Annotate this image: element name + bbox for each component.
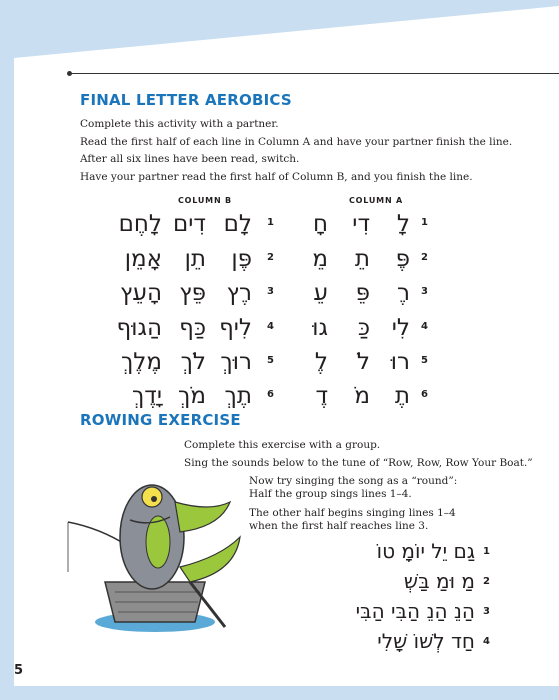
row-number: 4	[421, 321, 428, 332]
hebrew-syllable: לָם	[223, 211, 252, 237]
instruction-line-4: Have your partner read the first half of Column B, and you finish the line.	[80, 171, 473, 183]
hebrew-syllable: מֹךְ	[178, 383, 206, 409]
hebrew-syllable: דִים	[173, 211, 206, 237]
column-b-header: COLUMN B	[178, 196, 232, 205]
hebrew-line-text: גַם יֵל יוֹמָ טוֹ	[376, 539, 475, 563]
instruction-line-2: Read the first half of each line in Column A and have your partner finish the line.	[80, 136, 513, 148]
instruction-line-1: Complete this activity with a partner.	[80, 118, 279, 130]
hebrew-syllable: רֶץ	[226, 280, 252, 306]
rowing-line	[340, 627, 490, 655]
hebrew-syllable: חָ	[312, 211, 328, 237]
hebrew-syllable: תֵן	[184, 246, 206, 272]
hebrew-syllable: רֶ	[397, 280, 410, 306]
row-number: 1	[267, 217, 274, 228]
round-instruction-2: Half the group sings lines 1–4.	[249, 488, 412, 500]
hebrew-syllable: מֶלֶךְ	[120, 349, 162, 375]
hebrew-syllable: כַּ	[357, 315, 370, 341]
column-a-header: COLUMN A	[349, 196, 404, 205]
line-number: 2	[483, 576, 490, 587]
column-b-row	[118, 381, 274, 411]
column-a-row	[300, 244, 428, 274]
hebrew-syllable: תֶךְ	[224, 383, 252, 409]
column-a-row	[300, 381, 428, 411]
hebrew-line-text: חַד לְשׁוֹ שָׁלִי	[377, 629, 475, 653]
column-b-row	[118, 347, 274, 377]
line-number: 4	[483, 636, 490, 647]
rowing-line	[340, 597, 490, 625]
round-instruction-1: Now try singing the song as a “round”:	[249, 475, 458, 487]
hebrew-syllable: לִי	[391, 315, 410, 341]
fish-fin-icon	[175, 502, 230, 532]
hebrew-syllable: פֶּן	[231, 246, 252, 272]
row-number: 1	[421, 217, 428, 228]
round-instruction-3: The other half begins singing lines 1–4	[249, 507, 456, 519]
rowing-instruction-2: Sing the sounds below to the tune of “Row, Row, Row Your Boat.”	[184, 457, 533, 469]
round-instruction-4: when the first half reaches line 3.	[249, 520, 429, 532]
column-a-row	[300, 209, 428, 239]
hebrew-syllable: הָעֵץ	[119, 280, 162, 306]
hebrew-line-text: מַ וּמַ בַּשְׁ	[403, 569, 475, 593]
fish-tail-icon	[180, 537, 240, 582]
row-number: 5	[421, 355, 428, 366]
instruction-line-3: After all six lines have been read, switch.	[80, 153, 300, 165]
hebrew-syllable: לָ	[396, 211, 410, 237]
hebrew-syllable: רוּ	[390, 349, 410, 375]
hebrew-syllable: רוּךְ	[220, 349, 252, 375]
hebrew-syllable: דִי	[352, 211, 370, 237]
line-number: 1	[483, 546, 490, 557]
hebrew-syllable: לֶ	[314, 349, 328, 375]
row-number: 4	[267, 321, 274, 332]
hebrew-syllable: מֹ	[354, 383, 370, 409]
row-number: 2	[421, 252, 428, 263]
hebrew-syllable: תֵ	[354, 246, 370, 272]
row-number: 6	[421, 389, 428, 400]
rowing-title: ROWING EXERCISE	[80, 411, 241, 429]
column-b-row	[118, 313, 274, 343]
hebrew-syllable: אָמֵן	[124, 246, 162, 272]
rowing-instruction-1: Complete this exercise with a group.	[184, 439, 381, 451]
hebrew-syllable: פֶּ	[395, 246, 410, 272]
hebrew-syllable: פֵּץ	[179, 280, 206, 306]
hebrew-syllable: לָחֶם	[118, 211, 162, 237]
row-number: 6	[267, 389, 274, 400]
rowing-line	[340, 567, 490, 595]
hebrew-syllable: מֵ	[312, 246, 328, 272]
rule-dot	[67, 71, 72, 76]
hebrew-syllable: יָדֶךְ	[131, 383, 162, 409]
hebrew-syllable: כַּף	[179, 315, 206, 341]
final-letter-title: FINAL LETTER AEROBICS	[80, 91, 292, 109]
row-number: 3	[267, 286, 274, 297]
top-rule	[70, 73, 559, 74]
hebrew-syllable: לֹךְ	[180, 349, 206, 375]
column-b-row	[118, 209, 274, 239]
column-a-row	[300, 347, 428, 377]
hebrew-syllable: דֶ	[315, 383, 328, 409]
hebrew-syllable: פֵּ	[355, 280, 370, 306]
hebrew-syllable: עֵ	[313, 280, 328, 306]
hebrew-syllable: הַגוּף	[116, 315, 162, 341]
hebrew-syllable: לִיף	[219, 315, 252, 341]
column-a-row	[300, 313, 428, 343]
hebrew-syllable: תֶ	[394, 383, 410, 409]
row-number: 5	[267, 355, 274, 366]
hebrew-line-text: הַנֵ הַנֵ הַבִּי הַבִּי	[355, 599, 475, 623]
column-b-row	[118, 244, 274, 274]
column-b-row	[118, 278, 274, 308]
line-number: 3	[483, 606, 490, 617]
column-a-row	[300, 278, 428, 308]
hebrew-syllable: גוּ	[312, 315, 328, 341]
row-number: 3	[421, 286, 428, 297]
row-number: 2	[267, 252, 274, 263]
page-number: 5	[14, 663, 24, 678]
rowing-line	[340, 537, 490, 565]
hebrew-syllable: לֹ	[356, 349, 370, 375]
fish-rowing-boat-illustration	[60, 462, 250, 642]
